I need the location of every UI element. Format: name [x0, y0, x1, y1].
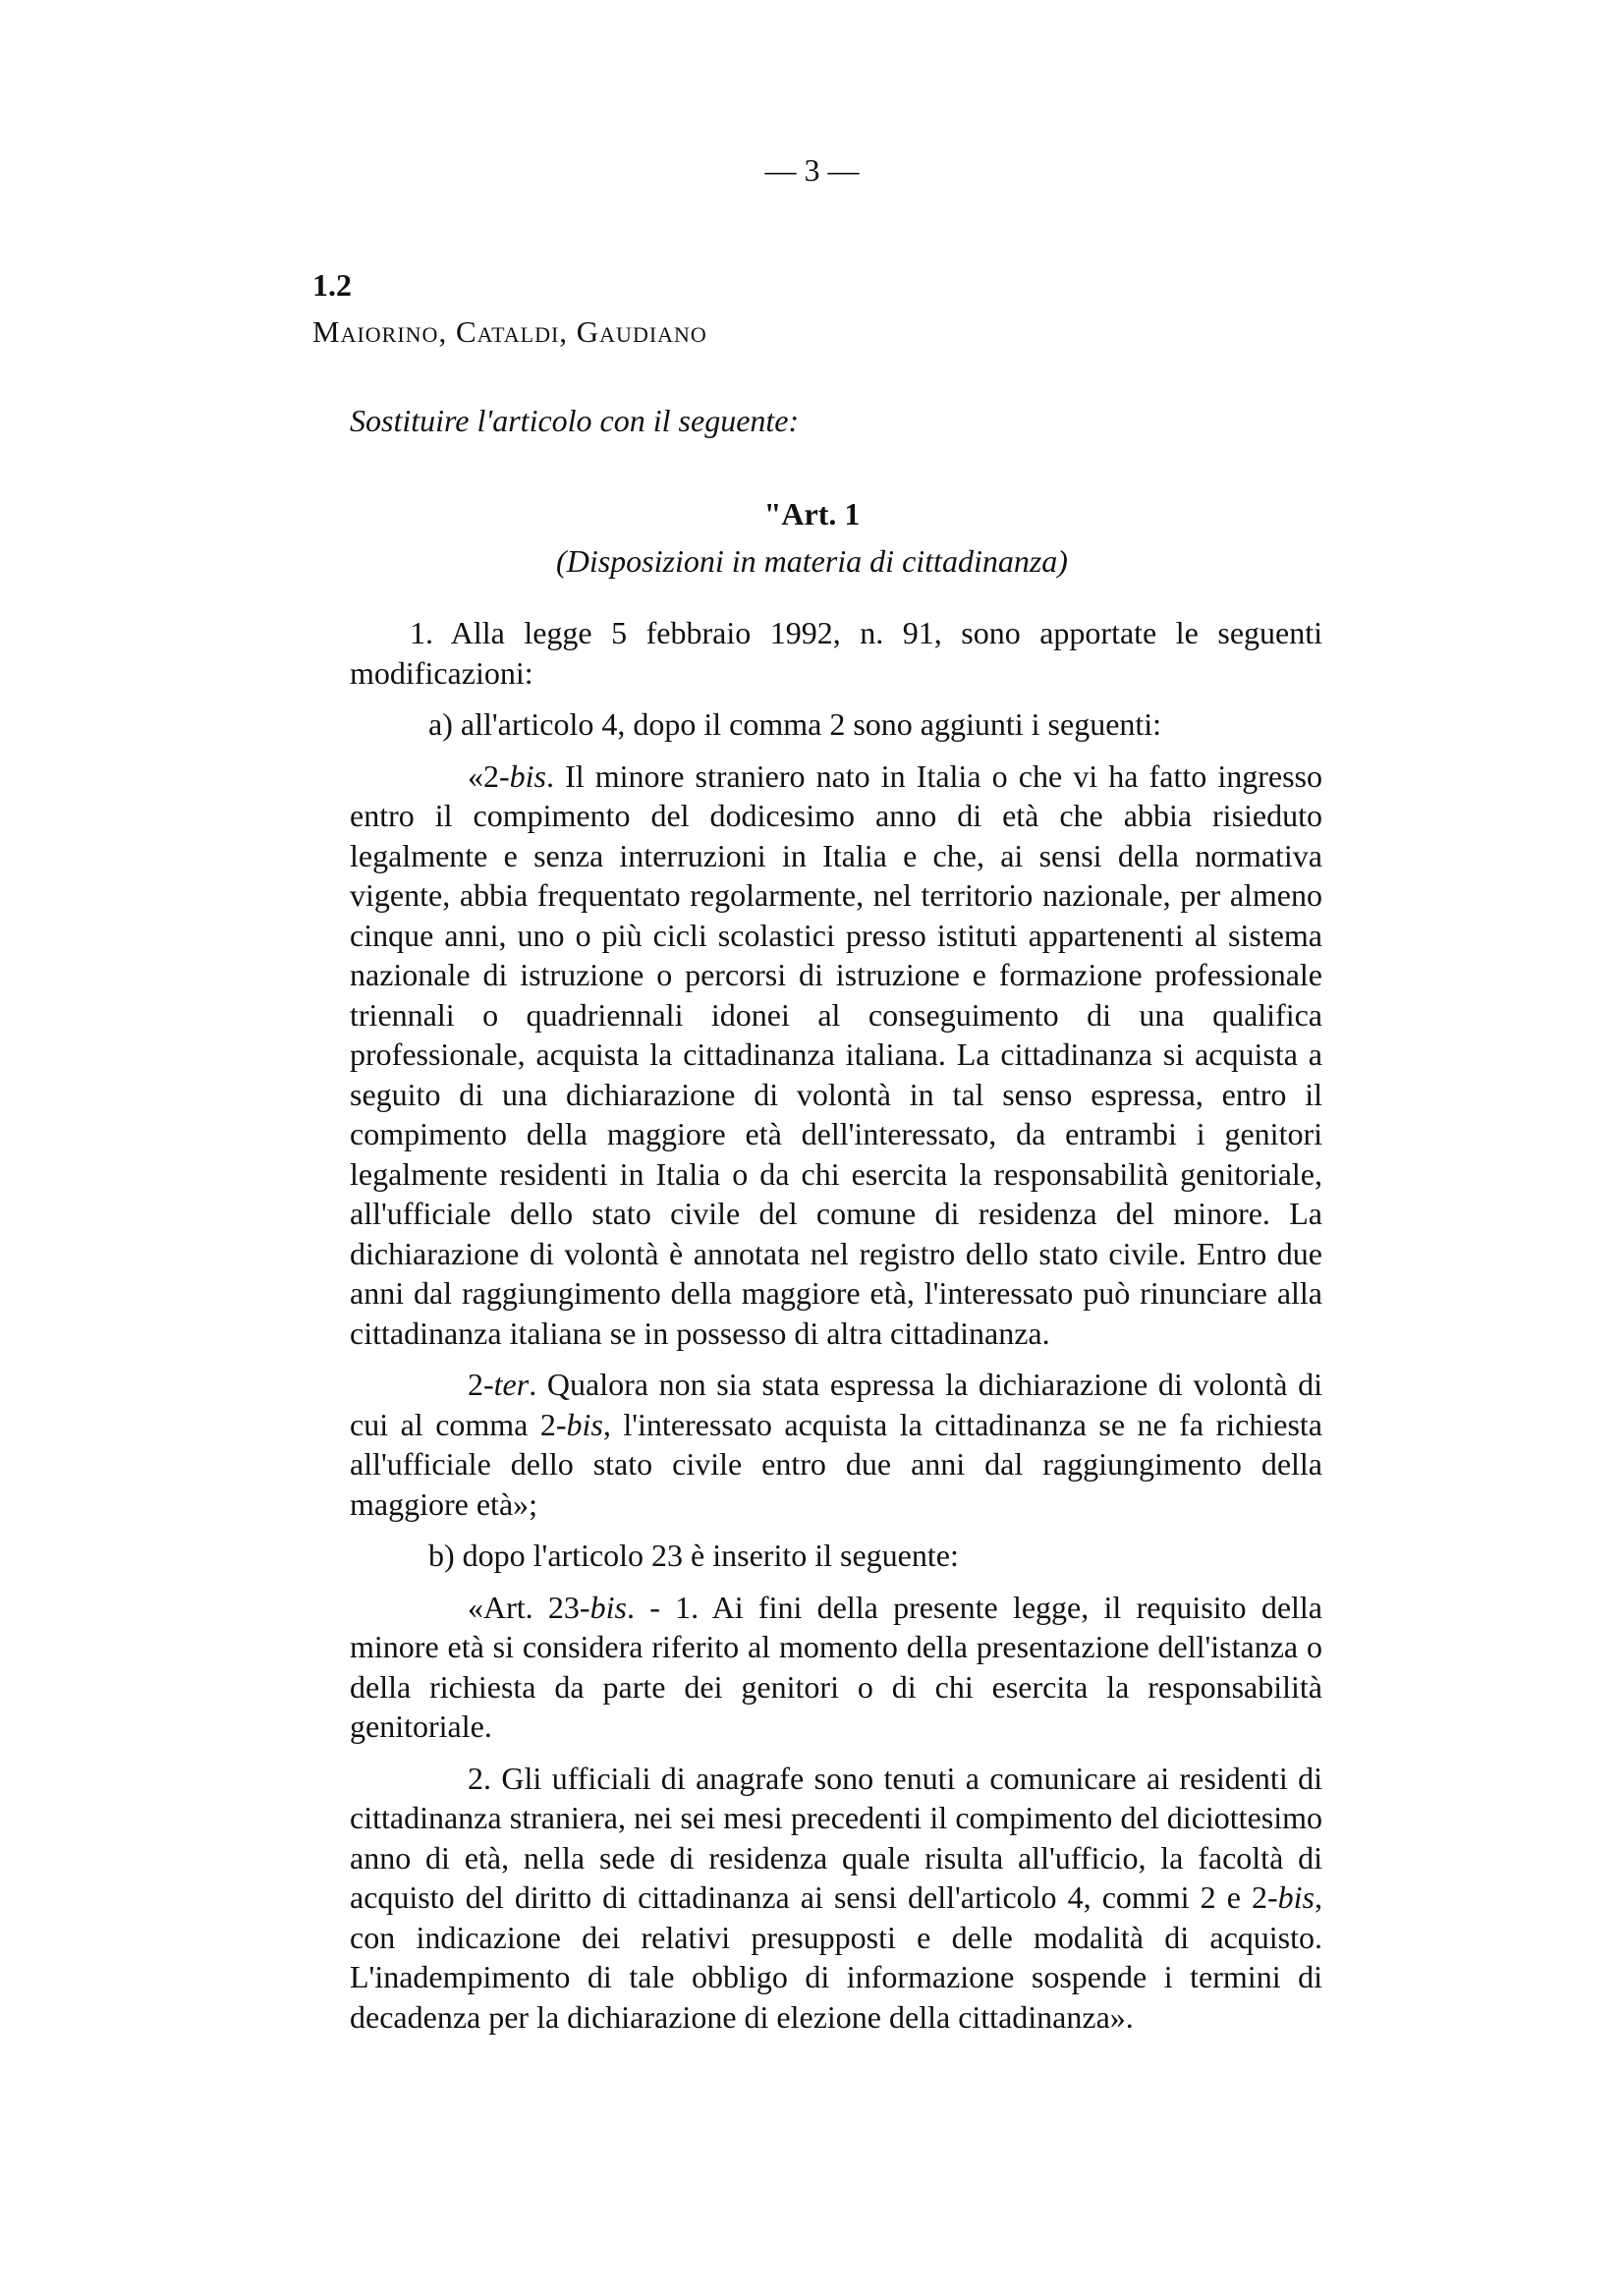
text-run: «2-	[468, 757, 510, 794]
article-title: "Art. 1	[763, 496, 861, 532]
text-run: , l'interessato acquista la cittadinanza se ne fa richiesta all'ufficiale dello stato civile entro due anni dal raggiungimento della maggiore età»;	[350, 1406, 1322, 1522]
amendment-instruction: Sostituire l'articolo con il seguente:	[350, 403, 800, 438]
paragraph-comma-2-ter	[350, 1365, 1322, 1524]
article-subtitle: (Disposizioni in materia di cittadinanza)	[556, 543, 1068, 579]
paragraph-letter-a: a) all'articolo 4, dopo il comma 2 sono aggiunti i seguenti:	[428, 706, 1162, 742]
text-run: «Art. 23-	[468, 1589, 590, 1625]
italic-run: bis	[566, 1406, 603, 1442]
amendment-authors: Maiorino, Cataldi, Gaudiano	[312, 314, 707, 349]
paragraph-1: 1. Alla legge 5 febbraio 1992, n. 91, sono apportate le seguenti modificazioni:	[350, 615, 1322, 691]
text-run: . Il minore straniero nato in Italia o che vi ha fatto ingresso entro il compimento del dodicesimo anno di età che abbia risieduto legalmente e senza interruzioni in Italia e che, ai sensi della normativa vigente, abbia frequentato regolarmente, nel territorio nazionale, per almeno cinque anni, uno o più cicli scolastici presso istituti appartenenti al sistema nazionale di istruzione o percorsi di istruzione e formazione professionale triennali o quadriennali idonei al conseguimento di una qualifica professionale, acquista la cittadinanza italiana. La cittadinanza si acquista a seguito di una dichiarazione di volontà in tal senso espressa, entro il compimento della maggiore età dell'interessato, da entrambi i genitori legalmente residenti in Italia o da chi esercita la responsabilità genitoriale, all'ufficiale dello stato civile del comune di residenza del minore. La dichiarazione di volontà è annotata nel registro dello stato civile. Entro due anni dal raggiungimento della maggiore età, l'interessato può rinunciare alla cittadinanza italiana se in possesso di altra cittadinanza.	[350, 757, 1322, 1351]
text-run: 2. Gli ufficiali di anagrafe sono tenuti a comunicare ai residenti di cittadinanza straniera, nei sei mesi precedenti il compimento del diciottesimo anno di età, nella sede di residenza quale risulta all'ufficio, la facoltà di acquisto del diritto di cittadinanza ai sensi dell'articolo 4, commi 2 e 2-	[350, 1760, 1322, 1915]
italic-run: bis	[509, 757, 546, 794]
italic-run: bis	[589, 1589, 627, 1625]
paragraph-art-23-bis-comma-2	[350, 1759, 1322, 2038]
paragraph-art-23-bis	[350, 1588, 1322, 1747]
text-run: , con indicazione dei relativi presupposti e delle modalità di acquisto. L'inadempimento di tale obbligo di informazione sospende i termini di decadenza per la dichiarazione di elezione della cittadinanza».	[350, 1879, 1322, 2035]
page-number: — 3 —	[764, 152, 860, 188]
amendment-number: 1.2	[312, 267, 352, 303]
paragraph-letter-b: b) dopo l'articolo 23 è inserito il seguente:	[428, 1538, 959, 1573]
italic-run: bis	[1277, 1879, 1315, 1915]
paragraph-comma-2-bis	[350, 756, 1322, 1354]
text-run: . - 1. Ai fini della presente legge, il requisito della minore età si considera riferito al momento della presentazione dell'istanza o della richiesta da parte dei genitori o di chi esercita la responsabilità genitoriale.	[350, 1589, 1323, 1744]
text-run: 2-	[468, 1367, 494, 1402]
article-body	[350, 613, 1322, 2048]
text-run: . Qualora non sia stata espressa la dichiarazione di volontà di cui al comma 2-	[350, 1367, 1322, 1442]
italic-run: ter	[493, 1367, 530, 1402]
